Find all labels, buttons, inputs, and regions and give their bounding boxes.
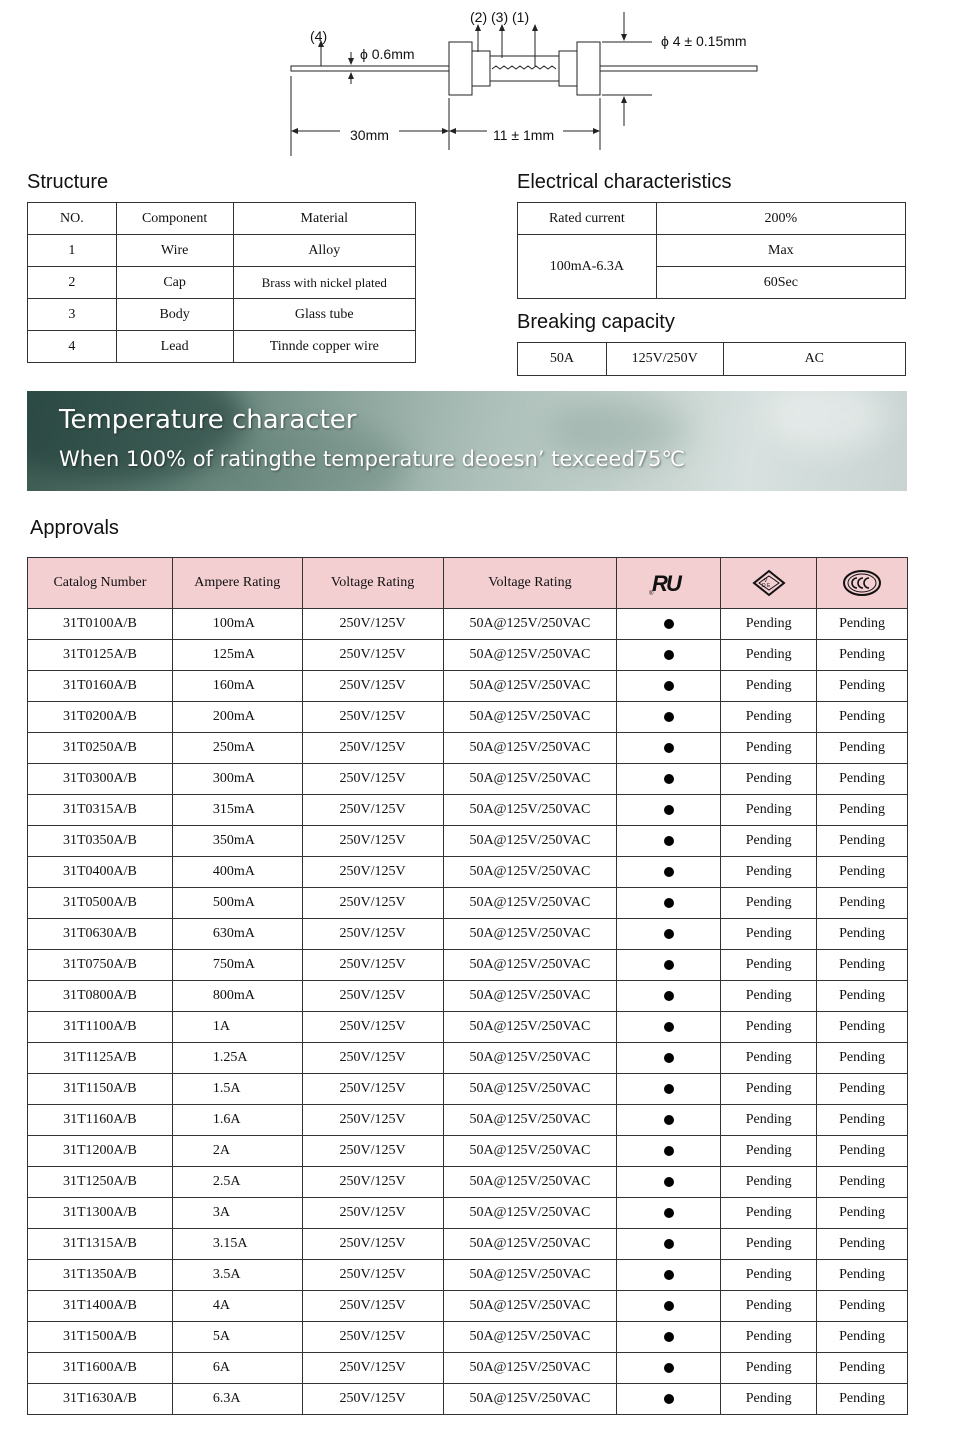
structure-cell: Body — [116, 299, 233, 331]
table-row — [28, 981, 908, 1012]
voltage-rating-cell: 250V/125V — [302, 733, 443, 764]
table-row — [28, 1043, 908, 1074]
ul-status-cell — [617, 764, 721, 795]
ccc-status-cell: Pending — [817, 1229, 908, 1260]
catalog-number-cell: 31T0200A/B — [28, 702, 173, 733]
approved-dot-icon — [664, 836, 674, 846]
ul-status-cell — [617, 1105, 721, 1136]
vde-status-cell: Pending — [721, 981, 817, 1012]
breaking-rating-cell: 50A@125V/250VAC — [443, 981, 617, 1012]
table-row — [28, 1353, 908, 1384]
ul-status-cell — [617, 826, 721, 857]
approved-dot-icon — [664, 712, 674, 722]
catalog-number-cell: 31T0125A/B — [28, 640, 173, 671]
ampere-rating-cell: 1.25A — [172, 1043, 302, 1074]
voltage-rating-cell: 250V/125V — [302, 795, 443, 826]
ccc-status-cell: Pending — [817, 1074, 908, 1105]
ccc-status-cell: Pending — [817, 1291, 908, 1322]
catalog-number-cell: 31T1100A/B — [28, 1012, 173, 1043]
breaking-rating-cell: 50A@125V/250VAC — [443, 857, 617, 888]
structure-cell: Tinnde copper wire — [233, 331, 415, 363]
breaking-rating-cell: 50A@125V/250VAC — [443, 826, 617, 857]
ccc-status-cell: Pending — [817, 795, 908, 826]
ampere-rating-cell: 5A — [172, 1322, 302, 1353]
vde-status-cell: Pending — [721, 888, 817, 919]
ampere-rating-cell: 500mA — [172, 888, 302, 919]
structure-row — [28, 299, 416, 331]
catalog-number-cell: 31T1160A/B — [28, 1105, 173, 1136]
ampere-rating-cell: 3.5A — [172, 1260, 302, 1291]
structure-header-cell: NO. — [28, 203, 117, 235]
catalog-number-cell: 31T1500A/B — [28, 1322, 173, 1353]
vde-status-cell: Pending — [721, 609, 817, 640]
header-ccc — [817, 558, 908, 609]
current-range: 100mA-6.3A — [518, 235, 657, 299]
table-row — [28, 764, 908, 795]
vde-status-cell: Pending — [721, 1167, 817, 1198]
structure-cell: Wire — [116, 235, 233, 267]
body-length-label: 11 ± 1mm — [493, 127, 555, 143]
ul-status-cell — [617, 919, 721, 950]
ampere-rating-cell: 160mA — [172, 671, 302, 702]
approved-dot-icon — [664, 774, 674, 784]
ccc-status-cell: Pending — [817, 857, 908, 888]
ul-status-cell — [617, 1229, 721, 1260]
vde-status-cell: Pending — [721, 826, 817, 857]
rated-current-label: Rated current — [518, 203, 657, 235]
vde-status-cell: Pending — [721, 1322, 817, 1353]
table-row — [28, 1322, 908, 1353]
breaking-rating-cell: 50A@125V/250VAC — [443, 1105, 617, 1136]
voltage-rating-cell: 250V/125V — [302, 1198, 443, 1229]
ccc-status-cell: Pending — [817, 671, 908, 702]
breaking-rating-cell: 50A@125V/250VAC — [443, 950, 617, 981]
table-row — [28, 826, 908, 857]
banner-title: Temperature character — [59, 405, 357, 435]
catalog-number-cell: 31T0350A/B — [28, 826, 173, 857]
approved-dot-icon — [664, 1022, 674, 1032]
structure-cell: 1 — [28, 235, 117, 267]
ul-status-cell — [617, 1322, 721, 1353]
ampere-rating-cell: 3.15A — [172, 1229, 302, 1260]
max-label: Max — [656, 235, 905, 267]
structure-cell: 2 — [28, 267, 117, 299]
structure-title: Structure — [27, 171, 109, 193]
vde-status-cell: Pending — [721, 1074, 817, 1105]
ul-status-cell — [617, 888, 721, 919]
catalog-number-cell: 31T1200A/B — [28, 1136, 173, 1167]
approved-dot-icon — [664, 1115, 674, 1125]
table-row — [28, 1167, 908, 1198]
table-row — [28, 671, 908, 702]
table-row — [28, 1012, 908, 1043]
voltage-rating-cell: 250V/125V — [302, 609, 443, 640]
voltage-rating-cell: 250V/125V — [302, 981, 443, 1012]
vde-status-cell: Pending — [721, 857, 817, 888]
banner-subtitle: When 100% of ratingthe temperature deoesn’ texceed75℃ — [59, 447, 686, 471]
header-catalog-number: Catalog Number — [28, 558, 173, 609]
vde-status-cell: Pending — [721, 950, 817, 981]
breaking-rating-cell: 50A@125V/250VAC — [443, 1322, 617, 1353]
vde-status-cell: Pending — [721, 1136, 817, 1167]
ampere-rating-cell: 1A — [172, 1012, 302, 1043]
breaking-rating-cell: 50A@125V/250VAC — [443, 1198, 617, 1229]
approved-dot-icon — [664, 929, 674, 939]
approved-dot-icon — [664, 898, 674, 908]
vde-status-cell: Pending — [721, 1260, 817, 1291]
vde-status-cell: Pending — [721, 702, 817, 733]
structure-header-row — [28, 203, 416, 235]
approved-dot-icon — [664, 1270, 674, 1280]
approved-dot-icon — [664, 1084, 674, 1094]
ul-status-cell — [617, 857, 721, 888]
approved-dot-icon — [664, 1363, 674, 1373]
catalog-number-cell: 31T0400A/B — [28, 857, 173, 888]
ampere-rating-cell: 6A — [172, 1353, 302, 1384]
approved-dot-icon — [664, 1239, 674, 1249]
ul-status-cell — [617, 1074, 721, 1105]
ampere-rating-cell: 2.5A — [172, 1167, 302, 1198]
ampere-rating-cell: 4A — [172, 1291, 302, 1322]
ampere-rating-cell: 1.6A — [172, 1105, 302, 1136]
approved-dot-icon — [664, 743, 674, 753]
breaking-rating-cell: 50A@125V/250VAC — [443, 1353, 617, 1384]
approved-dot-icon — [664, 1301, 674, 1311]
breaking-rating-cell: 50A@125V/250VAC — [443, 702, 617, 733]
voltage-rating-cell: 250V/125V — [302, 1322, 443, 1353]
ul-status-cell — [617, 950, 721, 981]
vde-status-cell: Pending — [721, 1012, 817, 1043]
structure-cell: Glass tube — [233, 299, 415, 331]
voltage-rating-cell: 250V/125V — [302, 826, 443, 857]
ul-mark-icon — [648, 570, 690, 596]
table-row — [28, 640, 908, 671]
voltage-rating-cell: 250V/125V — [302, 702, 443, 733]
ccc-mark-icon — [842, 569, 882, 597]
catalog-number-cell: 31T1250A/B — [28, 1167, 173, 1198]
breaking-rating-cell: 50A@125V/250VAC — [443, 1012, 617, 1043]
catalog-number-cell: 31T0750A/B — [28, 950, 173, 981]
structure-cell: Alloy — [233, 235, 415, 267]
table-row — [28, 857, 908, 888]
body-diameter-label: ϕ 4 ± 0.15mm — [661, 33, 747, 49]
table-row — [28, 609, 908, 640]
breaking-type: AC — [723, 343, 905, 376]
catalog-number-cell: 31T0250A/B — [28, 733, 173, 764]
structure-header-cell: Material — [233, 203, 415, 235]
table-row — [28, 702, 908, 733]
approved-dot-icon — [664, 1053, 674, 1063]
catalog-number-cell: 31T1600A/B — [28, 1353, 173, 1384]
ccc-status-cell: Pending — [817, 1384, 908, 1415]
vde-status-cell: Pending — [721, 1105, 817, 1136]
table-row — [28, 1384, 908, 1415]
header-breaking-rating: Voltage Rating — [443, 558, 617, 609]
ul-status-cell — [617, 1012, 721, 1043]
ul-status-cell — [617, 1384, 721, 1415]
vde-status-cell: Pending — [721, 1384, 817, 1415]
ul-status-cell — [617, 1260, 721, 1291]
breaking-rating-cell: 50A@125V/250VAC — [443, 1291, 617, 1322]
table-row — [28, 919, 908, 950]
vde-status-cell: Pending — [721, 1353, 817, 1384]
ul-status-cell — [617, 1353, 721, 1384]
ul-status-cell — [617, 1136, 721, 1167]
table-row — [28, 1074, 908, 1105]
table-row — [28, 1260, 908, 1291]
table-row — [28, 888, 908, 919]
table-row — [28, 1136, 908, 1167]
temperature-banner — [27, 391, 907, 491]
ccc-status-cell: Pending — [817, 1353, 908, 1384]
vde-status-cell: Pending — [721, 795, 817, 826]
ccc-status-cell: Pending — [817, 640, 908, 671]
ccc-status-cell: Pending — [817, 1043, 908, 1074]
ul-status-cell — [617, 702, 721, 733]
voltage-rating-cell: 250V/125V — [302, 1291, 443, 1322]
structure-table — [27, 202, 416, 363]
vde-status-cell: Pending — [721, 1198, 817, 1229]
breaking-rating-cell: 50A@125V/250VAC — [443, 671, 617, 702]
vde-status-cell: Pending — [721, 640, 817, 671]
ccc-status-cell: Pending — [817, 1012, 908, 1043]
breaking-voltage: 125V/250V — [606, 343, 723, 376]
breaking-rating-cell: 50A@125V/250VAC — [443, 609, 617, 640]
ul-status-cell — [617, 1043, 721, 1074]
fuse-dimension-diagram — [280, 0, 780, 160]
breaking-rating-cell: 50A@125V/250VAC — [443, 919, 617, 950]
catalog-number-cell: 31T0100A/B — [28, 609, 173, 640]
breaking-rating-cell: 50A@125V/250VAC — [443, 1384, 617, 1415]
vde-status-cell: Pending — [721, 1043, 817, 1074]
ampere-rating-cell: 750mA — [172, 950, 302, 981]
breaking-current: 50A — [518, 343, 607, 376]
table-row — [28, 1229, 908, 1260]
catalog-number-cell: 31T1150A/B — [28, 1074, 173, 1105]
ul-status-cell — [617, 671, 721, 702]
header-voltage-rating: Voltage Rating — [302, 558, 443, 609]
svg-text:U: U — [665, 571, 682, 596]
breaking-table — [517, 342, 906, 376]
ccc-status-cell: Pending — [817, 1136, 908, 1167]
svg-text:V: V — [763, 578, 767, 584]
ul-status-cell — [617, 640, 721, 671]
header-vde — [721, 558, 817, 609]
catalog-number-cell: 31T0315A/B — [28, 795, 173, 826]
ccc-status-cell: Pending — [817, 1198, 908, 1229]
vde-status-cell: Pending — [721, 764, 817, 795]
table-row — [28, 1198, 908, 1229]
ampere-rating-cell: 300mA — [172, 764, 302, 795]
voltage-rating-cell: 250V/125V — [302, 1229, 443, 1260]
voltage-rating-cell: 250V/125V — [302, 1043, 443, 1074]
catalog-number-cell: 31T1125A/B — [28, 1043, 173, 1074]
structure-table-body — [28, 203, 416, 363]
ccc-status-cell: Pending — [817, 981, 908, 1012]
structure-header-cell: Component — [116, 203, 233, 235]
ccc-status-cell: Pending — [817, 888, 908, 919]
structure-cell: 4 — [28, 331, 117, 363]
ccc-status-cell: Pending — [817, 1105, 908, 1136]
svg-text:R: R — [651, 571, 668, 596]
catalog-number-cell: 31T0630A/B — [28, 919, 173, 950]
table-row — [28, 795, 908, 826]
structure-row — [28, 267, 416, 299]
approvals-header-row — [28, 558, 908, 609]
vde-mark-icon — [752, 569, 786, 597]
ccc-status-cell: Pending — [817, 764, 908, 795]
ampere-rating-cell: 2A — [172, 1136, 302, 1167]
ccc-status-cell: Pending — [817, 702, 908, 733]
approvals-title: Approvals — [30, 517, 119, 539]
structure-row — [28, 331, 416, 363]
voltage-rating-cell: 250V/125V — [302, 950, 443, 981]
lead-length-label: 30mm — [350, 127, 389, 143]
ampere-rating-cell: 125mA — [172, 640, 302, 671]
voltage-rating-cell: 250V/125V — [302, 671, 443, 702]
ccc-status-cell: Pending — [817, 1167, 908, 1198]
voltage-rating-cell: 250V/125V — [302, 888, 443, 919]
structure-cell: Lead — [116, 331, 233, 363]
voltage-rating-cell: 250V/125V — [302, 1105, 443, 1136]
ul-status-cell — [617, 795, 721, 826]
structure-cell: 3 — [28, 299, 117, 331]
vde-status-cell: Pending — [721, 671, 817, 702]
breaking-rating-cell: 50A@125V/250VAC — [443, 795, 617, 826]
catalog-number-cell: 31T1300A/B — [28, 1198, 173, 1229]
catalog-number-cell: 31T1315A/B — [28, 1229, 173, 1260]
ampere-rating-cell: 1.5A — [172, 1074, 302, 1105]
approved-dot-icon — [664, 650, 674, 660]
ul-status-cell — [617, 609, 721, 640]
ccc-status-cell: Pending — [817, 919, 908, 950]
approvals-table — [27, 557, 908, 1415]
approved-dot-icon — [664, 960, 674, 970]
breaking-rating-cell: 50A@125V/250VAC — [443, 1167, 617, 1198]
voltage-rating-cell: 250V/125V — [302, 1136, 443, 1167]
ampere-rating-cell: 100mA — [172, 609, 302, 640]
voltage-rating-cell: 250V/125V — [302, 764, 443, 795]
breaking-rating-cell: 50A@125V/250VAC — [443, 1043, 617, 1074]
ccc-status-cell: Pending — [817, 1322, 908, 1353]
breaking-rating-cell: 50A@125V/250VAC — [443, 1074, 617, 1105]
approved-dot-icon — [664, 1394, 674, 1404]
catalog-number-cell: 31T1400A/B — [28, 1291, 173, 1322]
ccc-status-cell: Pending — [817, 1260, 908, 1291]
lead-ref-label: (4) — [310, 28, 328, 44]
svg-text:D E: D E — [761, 583, 770, 589]
catalog-number-cell: 31T0800A/B — [28, 981, 173, 1012]
ul-status-cell — [617, 1198, 721, 1229]
time-label: 60Sec — [656, 267, 905, 299]
ampere-rating-cell: 800mA — [172, 981, 302, 1012]
breaking-rating-cell: 50A@125V/250VAC — [443, 1260, 617, 1291]
approved-dot-icon — [664, 681, 674, 691]
structure-row — [28, 235, 416, 267]
approvals-table-body — [28, 609, 908, 1415]
approved-dot-icon — [664, 805, 674, 815]
vde-status-cell: Pending — [721, 1291, 817, 1322]
vde-status-cell: Pending — [721, 919, 817, 950]
voltage-rating-cell: 250V/125V — [302, 1353, 443, 1384]
breaking-rating-cell: 50A@125V/250VAC — [443, 1229, 617, 1260]
ampere-rating-cell: 350mA — [172, 826, 302, 857]
catalog-number-cell: 31T0160A/B — [28, 671, 173, 702]
banner-highlight — [767, 391, 887, 451]
approved-dot-icon — [664, 1208, 674, 1218]
electrical-title: Electrical characteristics — [517, 171, 732, 193]
ul-status-cell — [617, 1167, 721, 1198]
voltage-rating-cell: 250V/125V — [302, 857, 443, 888]
rated-percent: 200% — [656, 203, 905, 235]
header-ampere-rating: Ampere Rating — [172, 558, 302, 609]
approved-dot-icon — [664, 1332, 674, 1342]
table-row — [28, 733, 908, 764]
catalog-number-cell: 31T1350A/B — [28, 1260, 173, 1291]
ampere-rating-cell: 200mA — [172, 702, 302, 733]
svg-text:®: ® — [648, 591, 654, 596]
breaking-rating-cell: 50A@125V/250VAC — [443, 764, 617, 795]
voltage-rating-cell: 250V/125V — [302, 1384, 443, 1415]
approved-dot-icon — [664, 1177, 674, 1187]
ampere-rating-cell: 250mA — [172, 733, 302, 764]
ampere-rating-cell: 315mA — [172, 795, 302, 826]
ampere-rating-cell: 6.3A — [172, 1384, 302, 1415]
lead-diameter-label: ϕ 0.6mm — [360, 46, 415, 62]
voltage-rating-cell: 250V/125V — [302, 919, 443, 950]
voltage-rating-cell: 250V/125V — [302, 640, 443, 671]
ampere-rating-cell: 400mA — [172, 857, 302, 888]
header-ul — [617, 558, 721, 609]
approved-dot-icon — [664, 1146, 674, 1156]
ccc-status-cell: Pending — [817, 733, 908, 764]
breaking-rating-cell: 50A@125V/250VAC — [443, 640, 617, 671]
ul-status-cell — [617, 1291, 721, 1322]
ampere-rating-cell: 3A — [172, 1198, 302, 1229]
ccc-status-cell: Pending — [817, 826, 908, 857]
approved-dot-icon — [664, 991, 674, 1001]
voltage-rating-cell: 250V/125V — [302, 1074, 443, 1105]
catalog-number-cell: 31T1630A/B — [28, 1384, 173, 1415]
breaking-title: Breaking capacity — [517, 311, 675, 333]
breaking-rating-cell: 50A@125V/250VAC — [443, 1136, 617, 1167]
structure-cell: Brass with nickel plated — [233, 267, 415, 299]
component-refs-label: (2) (3) (1) — [470, 9, 530, 25]
ampere-rating-cell: 630mA — [172, 919, 302, 950]
catalog-number-cell: 31T0300A/B — [28, 764, 173, 795]
voltage-rating-cell: 250V/125V — [302, 1012, 443, 1043]
breaking-rating-cell: 50A@125V/250VAC — [443, 733, 617, 764]
structure-cell: Cap — [116, 267, 233, 299]
table-row — [28, 1105, 908, 1136]
table-row — [28, 1291, 908, 1322]
voltage-rating-cell: 250V/125V — [302, 1260, 443, 1291]
catalog-number-cell: 31T0500A/B — [28, 888, 173, 919]
vde-status-cell: Pending — [721, 733, 817, 764]
electrical-table — [517, 202, 906, 299]
ccc-status-cell: Pending — [817, 950, 908, 981]
table-row — [28, 950, 908, 981]
ccc-status-cell: Pending — [817, 609, 908, 640]
ul-status-cell — [617, 981, 721, 1012]
voltage-rating-cell: 250V/125V — [302, 1167, 443, 1198]
approved-dot-icon — [664, 619, 674, 629]
approved-dot-icon — [664, 867, 674, 877]
breaking-rating-cell: 50A@125V/250VAC — [443, 888, 617, 919]
vde-status-cell: Pending — [721, 1229, 817, 1260]
ul-status-cell — [617, 733, 721, 764]
